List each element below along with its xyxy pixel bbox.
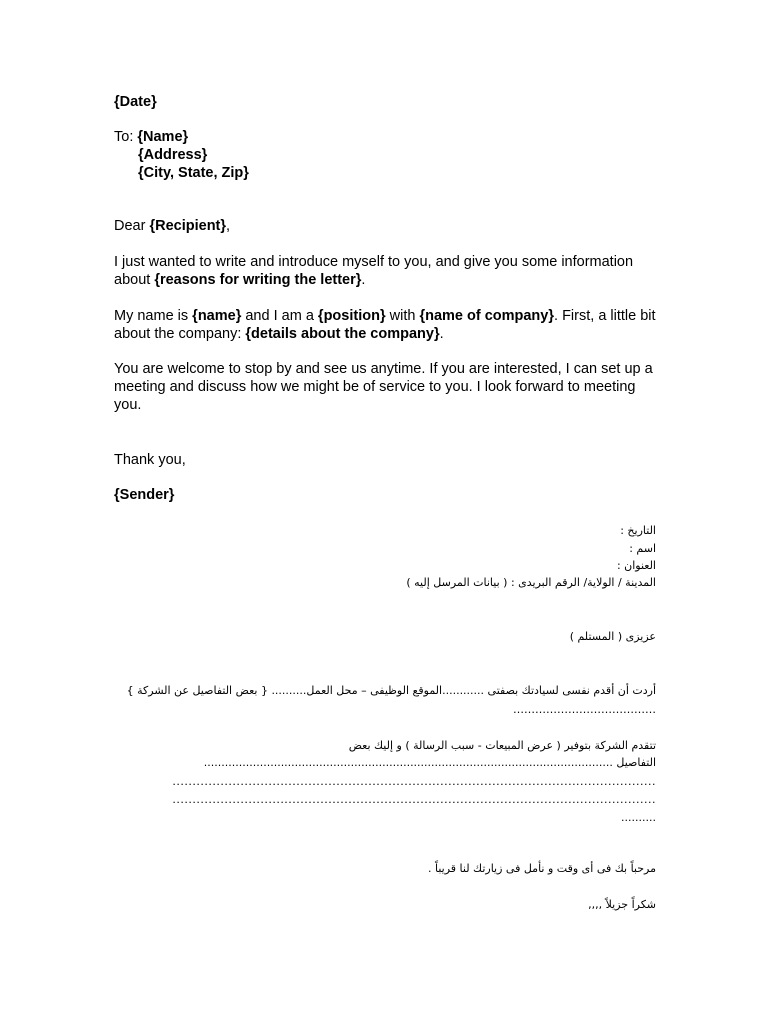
paragraph-company: My name is {name} and I am a {position} with {name of company}. First, a little bit about the company: {details about the company}. xyxy=(114,308,656,342)
recipient-name: {Name} xyxy=(137,129,189,145)
paragraph-closing: You are welcome to stop by and see us anytime. If you are interested, I can set up a meeting and discuss how we might be of service to you. I look forward to meeting you. xyxy=(114,361,653,413)
ar-address-label: العنوان : xyxy=(616,559,656,572)
ar-paragraph-intro-cont: ………………………………… xyxy=(513,703,656,716)
sender: {Sender} xyxy=(114,487,175,503)
ar-dots-line: ......................................................................................................................... xyxy=(172,775,656,788)
ar-paragraph-intro: أردت أن أقدم نفسى لسيادتك بصفتى ............الموقع الوظيفى – محل العمل.......... { بعض التفاصيل عن الشركة } xyxy=(126,684,656,697)
ar-date-label: التاريخ : xyxy=(620,524,656,537)
recipient-address: {Address} xyxy=(138,147,208,163)
thank-you: Thank you, xyxy=(114,452,186,468)
ar-name-label: اسم : xyxy=(629,542,656,555)
ar-city-line: المدينة / الولاية/ الرقم البريدى : ( بيانات المرسل إليه ) xyxy=(406,576,656,589)
salutation: Dear {Recipient}, xyxy=(114,218,231,234)
paragraph-intro: I just wanted to write and introduce myself to you, and give you some information about {reasons for writing the letter}. xyxy=(114,254,634,288)
ar-dots-line: ......................................................................................................................... xyxy=(172,793,656,806)
ar-paragraph-company-cont: التفاصيل ..................................................................................................................... xyxy=(203,756,656,769)
ar-welcome: مرحباً بك فى أى وقت و نأمل فى زيارتك لنا قريباً . xyxy=(427,862,656,875)
to-line: To: {Name} xyxy=(114,129,189,145)
date-field: {Date} xyxy=(114,94,157,110)
ar-paragraph-company: تتقدم الشركة بتوفير ( عرض المبيعات - سبب الرسالة ) و إليك بعض xyxy=(348,739,656,752)
ar-dots-short: .......... xyxy=(621,811,656,824)
ar-thanks: شكراً جزيلاً ,,,, xyxy=(588,898,656,911)
recipient-city-state-zip: {City, State, Zip} xyxy=(138,165,249,181)
ar-greeting: عزيزى ( المستلم ) xyxy=(569,630,656,643)
